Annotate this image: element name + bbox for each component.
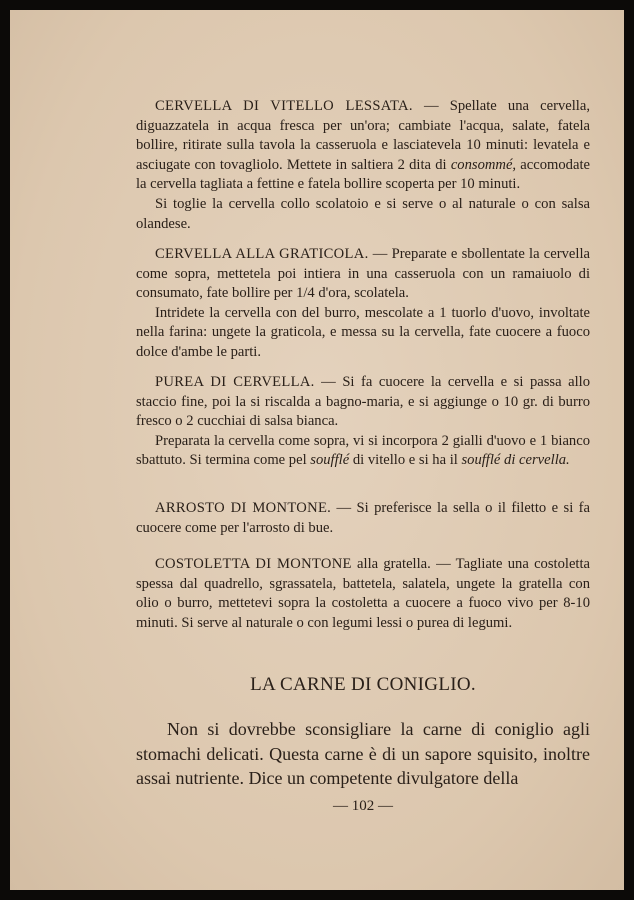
chapter-paragraph: Non si dovrebbe sconsigliare la carne di coniglio agli stomachi delicati. Questa carne è di un sapore squisito, inoltre assai nutriente. Dice un competente divulgatore della	[136, 719, 590, 788]
recipe-paragraph: Preparata la cervella come sopra, vi si incorpora 2 gialli d'uovo e 1 bianco sbattuto. Si termina come pel soufflé di vitello e si ha il soufflé di cervella.	[136, 432, 590, 469]
recipe-heading: COSTOLETTA DI MONTONE	[155, 556, 352, 572]
recipe-heading: CERVELLA ALLA GRATICOLA.	[155, 246, 369, 262]
recipe-paragraph: PUREA DI CERVELLA. — Si fa cuocere la cervella e si passa allo staccio fine, poi la si riscalda a bagno-maria, e si aggiunge o 10 gr. di burro fresco o 2 cucchiai di salsa bianca.	[136, 374, 590, 430]
recipe-cervella-lessata	[136, 97, 590, 234]
recipe-costoletta-montone	[136, 555, 590, 633]
recipe-paragraph: CERVELLA DI VITELLO LESSATA. — Spellate una cervella, diguazzatela in acqua fresca per un'ora; cambiate l'acqua, salate, fatela bollire, ritirate sulla tavola la casseruola e lasciatevela 10 minuti: levatela e asciugate con tovagliolo. Mettete in saltiera 2 dita di consommé, accomodate la cervella tagliata a fettine e fatela bollire scoperta per 10 minuti.	[136, 98, 590, 193]
recipe-heading: ARROSTO DI MONTONE.	[155, 500, 332, 516]
recipe-heading: CERVELLA DI VITELLO LESSATA.	[155, 98, 413, 114]
recipe-paragraph: Si toglie la cervella collo scolatoio e si serve o al naturale o con salsa olandese.	[136, 195, 590, 232]
book-page	[10, 10, 624, 890]
chapter-title: LA CARNE DI CONIGLIO.	[250, 674, 476, 695]
chapter-intro	[136, 717, 590, 791]
recipe-cervella-graticola	[136, 245, 590, 363]
recipe-paragraph: ARROSTO DI MONTONE. — Si preferisce la sella o il filetto e si fa cuocere come per l'arrosto di bue.	[136, 500, 590, 536]
recipe-purea-cervella	[136, 373, 590, 471]
recipe-paragraph: COSTOLETTA DI MONTONE alla gratella. — Tagliate una costoletta spessa dal quadrello, sgrassatela, battetela, salatela, ungete la gratella con olio o burro, mettetevi sopra la costoletta a cuocere a fuoco vivo per 8-10 minuti. Si serve al naturale o con legumi lessi o purea di legumi.	[136, 556, 591, 631]
recipe-arrosto-montone	[136, 499, 590, 538]
recipe-paragraph: Intridete la cervella con del burro, mescolate a 1 tuorlo d'uovo, involtate nella farina: ungete la graticola, e messa su la cervella, fate cuocere a fuoco dolce d'ambe le parti.	[136, 304, 590, 360]
page-number: — 102 —	[333, 798, 393, 814]
recipe-paragraph: CERVELLA ALLA GRATICOLA. — Preparate e sbollentate la cervella come sopra, mettetela poi intiera in una casseruola con un ramaiuolo di consumato, fate bollire per 1/4 d'ora, scolatela.	[136, 246, 590, 302]
recipe-heading: PUREA DI CERVELLA.	[155, 374, 315, 390]
